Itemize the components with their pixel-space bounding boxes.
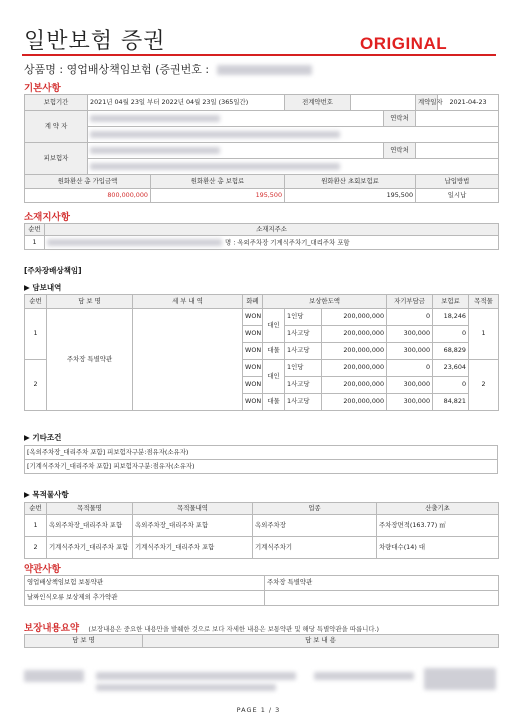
cov-limit: 200,000,000 — [322, 343, 387, 360]
summary-table — [24, 634, 499, 648]
cov-header-name: 담 보 명 — [47, 295, 133, 309]
basic-section-title: 기본사항 — [24, 83, 61, 94]
cov-premium: 0 — [433, 326, 469, 343]
obj-header-industry: 업종 — [253, 503, 377, 515]
first-premium-value: 195,500 — [285, 189, 416, 203]
product-label: 상품명 : 영업배상책임보험 (증권번호 : — [24, 63, 210, 76]
page-number: PAGE 1 / 3 — [236, 706, 281, 714]
title-divider — [22, 54, 496, 56]
contract-date-label: 계약일자 — [416, 95, 438, 111]
insured-label: 피보험자 — [25, 143, 88, 175]
cov-premium: 18,246 — [433, 309, 469, 326]
policyholder-contact-label: 연락처 — [384, 111, 416, 127]
original-stamp: ORIGINAL — [360, 34, 448, 53]
cov-row-no: 1 — [25, 309, 47, 360]
objects-table — [24, 502, 499, 559]
location-table — [24, 223, 499, 250]
cov-currency: WON — [243, 360, 263, 377]
obj-row-basis: 주차장면적(163.77) ㎡ — [377, 515, 499, 537]
payment-header: 납입방법 — [416, 175, 499, 189]
term-item — [265, 591, 499, 606]
total-sum-header: 원화환산 총 가입금액 — [25, 175, 151, 189]
obj-header-basis: 산출기초 — [377, 503, 499, 515]
obj-header-detail: 목적물내역 — [133, 503, 253, 515]
obj-row-industry: 옥외주차장 — [253, 515, 377, 537]
term-item: 주차장 특별약관 — [265, 576, 499, 591]
location-address-header: 소재지주소 — [45, 224, 499, 236]
prev-contract-label: 전계약번호 — [285, 95, 351, 111]
cov-basis: 1인당 — [285, 309, 322, 326]
terms-section-title: 약관사항 — [24, 564, 61, 575]
summary-section-title: 보장내용요약 — [24, 623, 80, 634]
cov-basis: 1사고당 — [285, 377, 322, 394]
cov-type: 대물 — [263, 394, 285, 411]
cov-limit: 200,000,000 — [322, 394, 387, 411]
obj-row-name: 옥외주차장_대리주차 포함 — [47, 515, 133, 537]
terms-table — [24, 575, 499, 606]
cov-limit: 200,000,000 — [322, 309, 387, 326]
redacted-policy-number — [217, 65, 312, 75]
obj-row-name: 기계식주차기_대리주차 포함 — [47, 537, 133, 559]
location-no-header: 순번 — [25, 224, 45, 236]
prev-contract-value — [351, 95, 416, 111]
insured-contact — [416, 143, 499, 159]
cov-row-no: 2 — [25, 360, 47, 411]
cov-deductible: 300,000 — [387, 377, 433, 394]
policyholder-label: 계 약 자 — [25, 111, 88, 143]
cov-premium: 84,821 — [433, 394, 469, 411]
cov-premium: 68,829 — [433, 343, 469, 360]
cov-basis: 1인당 — [285, 360, 322, 377]
parking-group-title: [주차장배상책임] — [24, 266, 82, 275]
document-title: 일반보험 증권 — [24, 29, 166, 54]
summary-name-header: 담 보 명 — [25, 635, 143, 648]
coverage-title: ▶ 담보내역 — [24, 283, 62, 292]
cov-currency: WON — [243, 309, 263, 326]
cov-deductible: 300,000 — [387, 326, 433, 343]
cov-header-deductible: 자기부담금 — [387, 295, 433, 309]
cov-header-no: 순번 — [25, 295, 47, 309]
obj-row-detail: 기계식주차기_대리주차 포함 — [133, 537, 253, 559]
cov-basis: 1사고당 — [285, 343, 322, 360]
summary-section — [24, 620, 379, 634]
cov-deductible: 300,000 — [387, 394, 433, 411]
cov-currency: WON — [243, 326, 263, 343]
obj-header-no: 순번 — [25, 503, 47, 515]
cov-deductible: 300,000 — [387, 343, 433, 360]
cov-type: 대인 — [263, 360, 285, 394]
cov-deductible: 0 — [387, 360, 433, 377]
obj-row-industry: 기계식주차기 — [253, 537, 377, 559]
other-conditions-title: ▶ 기타조건 — [24, 433, 62, 442]
first-premium-header: 원화환산 초회보험료 — [285, 175, 416, 189]
cov-premium: 0 — [433, 377, 469, 394]
contract-date-value: 2021-04-23 — [438, 95, 499, 111]
cov-currency: WON — [243, 394, 263, 411]
obj-header-name: 목적물명 — [47, 503, 133, 515]
period-label: 보험기간 — [25, 95, 88, 111]
location-address-suffix: 명 : 옥외주차장 기계식주차기_대리주차 포함 — [225, 238, 350, 247]
location-row-no: 1 — [25, 236, 45, 250]
cov-header-currency: 화폐 — [243, 295, 263, 309]
product-line — [24, 61, 312, 77]
insured-name — [88, 143, 384, 159]
insured-contact-label: 연락처 — [384, 143, 416, 159]
redacted-footer — [24, 668, 498, 696]
period-value: 2021년 04월 23일 부터 2022년 04월 23일 (365일간) — [88, 95, 285, 111]
objects-title: ▶ 목적물사항 — [24, 490, 69, 499]
cov-header-limit: 보상한도액 — [263, 295, 387, 309]
cov-type: 대물 — [263, 343, 285, 360]
cov-basis: 1사고당 — [285, 326, 322, 343]
summary-note: (보장내용은 중요한 내용만을 발췌한 것으로 보다 자세한 내용은 보통약관 및 해당 특별약관을 따릅니다.) — [88, 625, 380, 633]
total-sum-value: 800,000,000 — [25, 189, 151, 203]
cov-currency: WON — [243, 343, 263, 360]
cov-header-premium: 보험료 — [433, 295, 469, 309]
cov-basis: 1사고당 — [285, 394, 322, 411]
location-section-title: 소재지사항 — [24, 212, 70, 223]
basic-info-table — [24, 94, 499, 203]
policyholder-address — [88, 127, 499, 143]
cov-currency: WON — [243, 377, 263, 394]
cov-name: 주차장 특별약관 — [47, 309, 133, 411]
term-item: 날짜인식오류 보상제외 추가약관 — [25, 591, 265, 606]
cov-header-target: 목적물 — [469, 295, 499, 309]
summary-content-header: 담 보 내 용 — [143, 635, 499, 648]
obj-row-no: 2 — [25, 537, 47, 559]
obj-row-basis: 차량대수(14) 대 — [377, 537, 499, 559]
insured-address — [88, 159, 499, 175]
cov-premium: 23,604 — [433, 360, 469, 377]
location-row-address — [45, 236, 499, 250]
cov-limit: 200,000,000 — [322, 326, 387, 343]
cov-limit: 200,000,000 — [322, 360, 387, 377]
policyholder-contact — [416, 111, 499, 127]
cov-target: 2 — [469, 360, 499, 411]
coverage-table — [24, 294, 499, 411]
obj-row-no: 1 — [25, 515, 47, 537]
cov-header-detail: 세 부 내 역 — [133, 295, 243, 309]
cov-detail — [133, 309, 243, 411]
cov-type: 대인 — [263, 309, 285, 343]
cov-limit: 200,000,000 — [322, 377, 387, 394]
obj-row-detail: 옥외주차장_대리주차 포함 — [133, 515, 253, 537]
total-premium-header: 원화환산 총 보험료 — [151, 175, 285, 189]
payment-value: 일시납 — [416, 189, 499, 203]
policyholder-name — [88, 111, 384, 127]
total-premium-value: 195,500 — [151, 189, 285, 203]
other-condition-line: [기계식주차기_대리주차 포함] 피보험자구분:점유자(소유자) — [25, 460, 498, 474]
term-item: 영업배상책임보험 보통약관 — [25, 576, 265, 591]
cov-deductible: 0 — [387, 309, 433, 326]
other-conditions-table — [24, 445, 498, 474]
other-condition-line: [옥외주차장_대리주차 포함] 피보험자구분:점유자(소유자) — [25, 446, 498, 460]
cov-target: 1 — [469, 309, 499, 360]
